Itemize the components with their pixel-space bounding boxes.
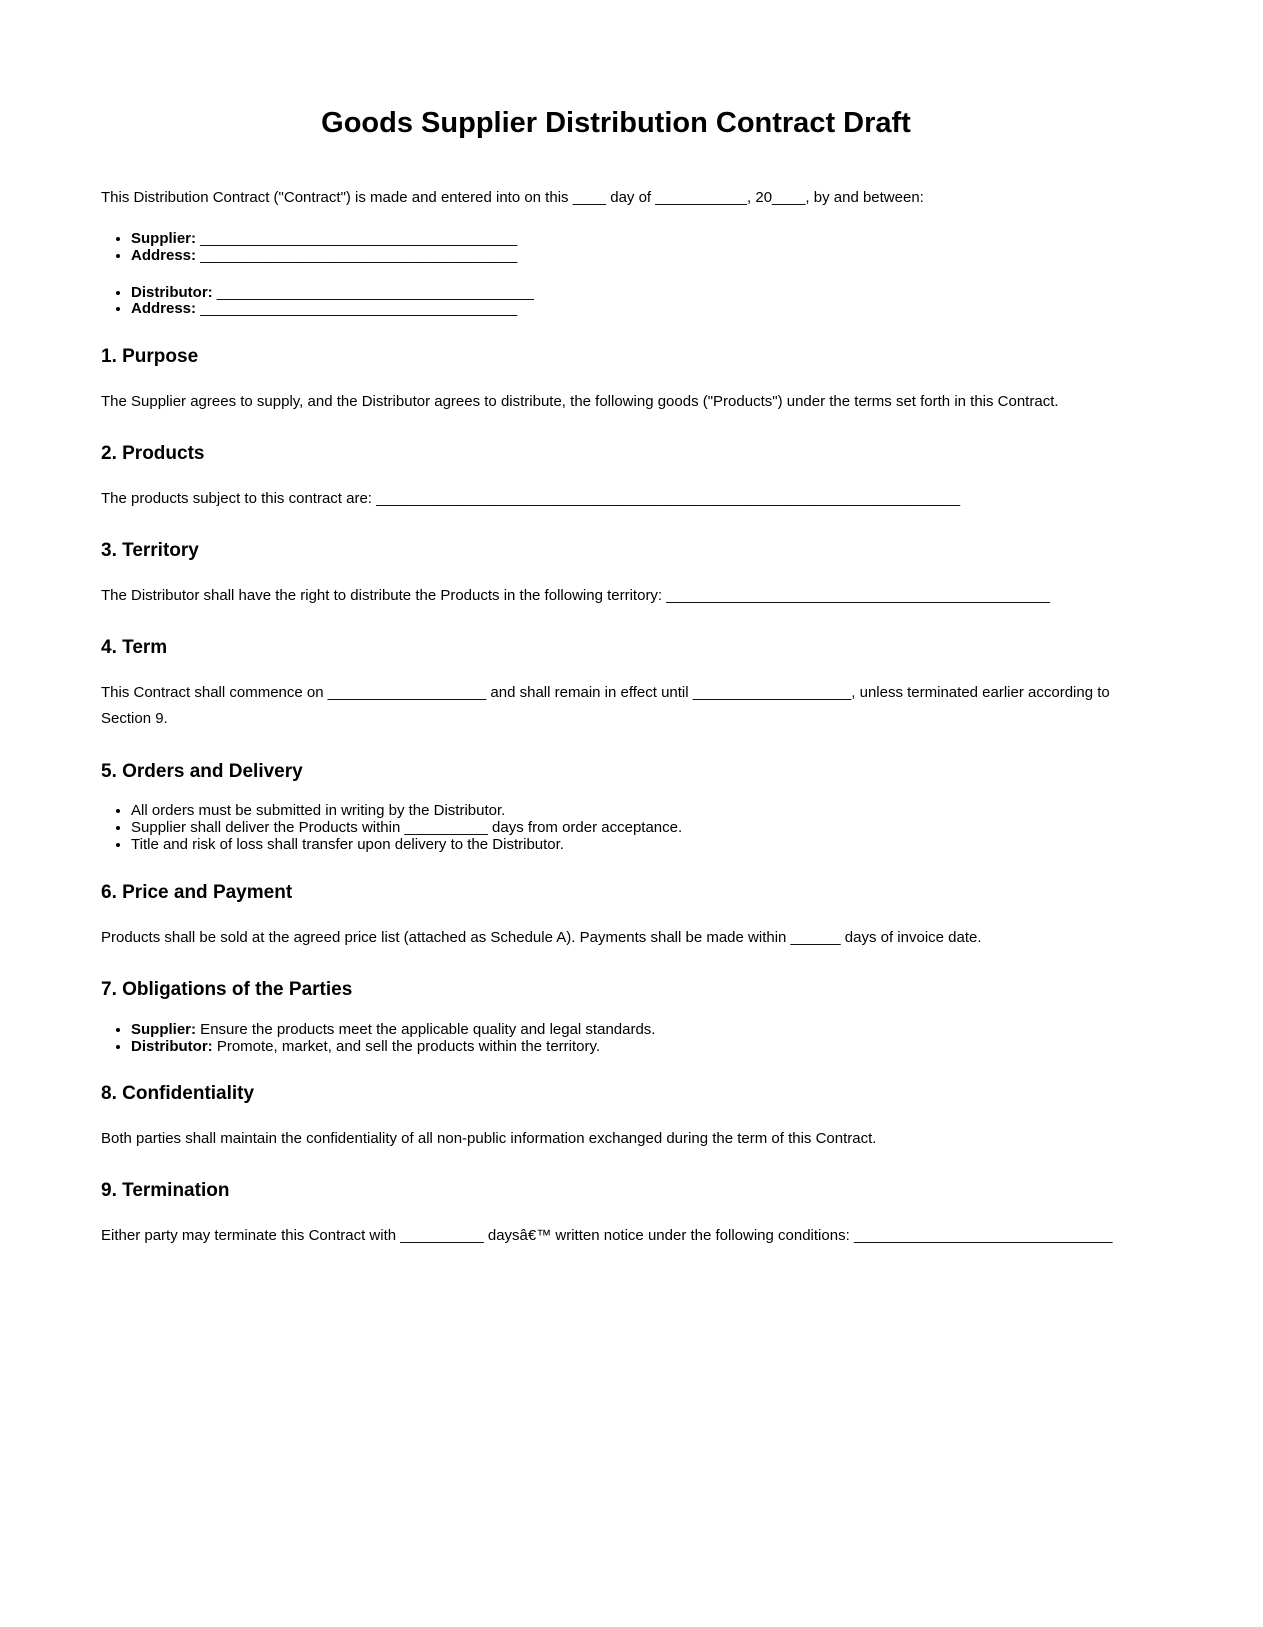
bullet-item: • Title and risk of loss shall transfer upon delivery to the Distributor. (131, 837, 1131, 854)
obligation-label: Supplier: (131, 1020, 197, 1038)
section-heading: 7. Obligations of the Parties (101, 978, 353, 1000)
section-termination (101, 1180, 1131, 1249)
orders-bullet-list (101, 803, 1131, 853)
obligations-bullet-list (101, 1022, 1131, 1056)
section-heading: 4. Term (101, 637, 168, 659)
section-paragraph: Products shall be sold at the agreed price list (attached as Schedule A). Payments shall be made within ______ days of invoice date. (101, 928, 982, 946)
section-price-payment (101, 882, 1131, 951)
list-item-distributor (131, 285, 1131, 302)
distributor-party-list (101, 285, 1131, 319)
bullet-item: • All orders must be submitted in writing by the Distributor. (131, 803, 1131, 820)
obligation-text: Promote, market, and sell the products within the territory. (212, 1037, 601, 1055)
section-paragraph: This Contract shall commence on ___________________ and shall remain in effect until ___________________, unless terminated earlier according to Section 9. (101, 684, 1110, 728)
list-item-supplier-address (131, 248, 1131, 265)
blank-line: ______________________________________ (212, 283, 534, 301)
section-heading: 6. Price and Payment (101, 881, 293, 903)
party-label: Distributor: (131, 283, 213, 301)
section-paragraph: Either party may terminate this Contract with __________ daysâ€™ written notice under the following conditions: _______________________________ (101, 1227, 1113, 1245)
party-label: Supplier: (131, 230, 197, 248)
section-products (101, 443, 1131, 512)
document-title: Goods Supplier Distribution Contract Draft (321, 107, 911, 139)
obligation-label: Distributor: (131, 1037, 213, 1055)
section-term (101, 637, 1131, 732)
bullet-item (131, 1022, 1131, 1039)
section-heading: 3. Territory (101, 540, 199, 562)
section-confidentiality (101, 1083, 1131, 1152)
blank-line: ______________________________________ (196, 246, 518, 264)
section-orders-delivery (101, 761, 1131, 854)
bullet-item (131, 1039, 1131, 1056)
section-heading: 1. Purpose (101, 346, 199, 368)
blank-line: ______________________________________ (196, 230, 518, 248)
party-label: Address: (131, 246, 197, 264)
intro-paragraph: This Distribution Contract ("Contract") is made and entered into on this ____ day of ___________, 20____, by and between: (101, 188, 924, 206)
list-item-distributor-address (131, 301, 1131, 318)
section-purpose (101, 346, 1131, 415)
obligation-text: Ensure the products meet the applicable quality and legal standards. (196, 1020, 656, 1038)
section-paragraph: The Supplier agrees to supply, and the Distributor agrees to distribute, the following goods ("Products") under the terms set forth in this Contract. (101, 393, 1059, 411)
section-territory (101, 540, 1131, 609)
section-obligations (101, 979, 1131, 1055)
section-heading: 9. Termination (101, 1180, 230, 1202)
party-label: Address: (131, 300, 197, 318)
section-paragraph: The Distributor shall have the right to distribute the Products in the following territory: ______________________________________________ (101, 587, 1051, 605)
list-item-supplier (131, 231, 1131, 248)
section-heading: 2. Products (101, 443, 205, 465)
section-paragraph: Both parties shall maintain the confidentiality of all non-public information exchanged during the term of this Contract. (101, 1130, 877, 1148)
section-paragraph: The products subject to this contract are: ______________________________________________________________________ (101, 490, 961, 508)
blank-line: ______________________________________ (196, 300, 518, 318)
section-heading: 5. Orders and Delivery (101, 760, 303, 782)
bullet-item: • Supplier shall deliver the Products within __________ days from order acceptance. (131, 820, 1131, 837)
section-heading: 8. Confidentiality (101, 1083, 255, 1105)
supplier-party-list (101, 231, 1131, 265)
